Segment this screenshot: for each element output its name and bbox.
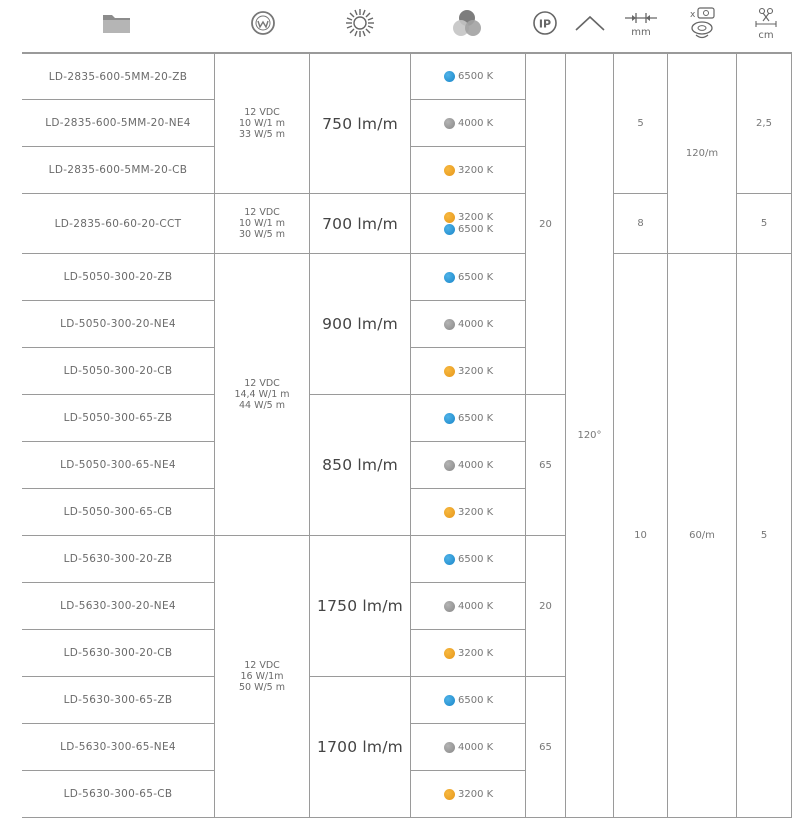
- color-temp-label: 6500 K: [458, 71, 494, 82]
- product-code: LD-5050-300-65-ZB: [22, 395, 215, 442]
- color-temp-label: 6500 K: [458, 412, 494, 424]
- strip-width: 10: [614, 254, 668, 818]
- color-temp-cell: [411, 489, 526, 536]
- reel-prefix: x: [690, 10, 696, 20]
- leds-per-meter: 60/m: [668, 254, 737, 818]
- color-temp-cell: [411, 536, 526, 583]
- color-dot-icon: [444, 366, 455, 377]
- color-temp-label: 3200 K: [458, 788, 494, 800]
- color-temp-label: 4000 K: [458, 459, 494, 471]
- color-dot-icon: [444, 212, 455, 223]
- power-spec: 12 VDC 16 W/1m 50 W/5 m: [215, 536, 310, 818]
- cm-label: cm: [758, 30, 774, 41]
- luminous-flux: 1700 lm/m: [310, 677, 411, 818]
- beam-angle: 120°: [566, 53, 614, 818]
- power-spec: 12 VDC 10 W/1 m 30 W/5 m: [215, 194, 310, 254]
- color-temp-cell: [411, 53, 526, 100]
- color-dot-icon: [444, 224, 455, 235]
- color-temp-label: 4000 K: [458, 318, 494, 330]
- product-code: LD-5050-300-20-ZB: [22, 254, 215, 301]
- product-code: LD-2835-600-5MM-20-ZB: [22, 53, 215, 100]
- ip-rating: 65: [526, 677, 566, 818]
- color-temp-cell: [411, 348, 526, 395]
- ip-label: IP: [538, 17, 552, 31]
- luminous-flux: 1750 lm/m: [310, 536, 411, 677]
- color-dot-icon: [444, 460, 455, 471]
- product-code: LD-5630-300-65-NE4: [22, 724, 215, 771]
- cut-length: 5: [737, 194, 792, 254]
- color-dot-icon: [444, 601, 455, 612]
- color-temp-label: 3200 K: [458, 212, 494, 223]
- color-dot-icon: [444, 413, 455, 424]
- color-temp-label: 4000 K: [458, 117, 494, 129]
- ip-rating: 65: [526, 395, 566, 536]
- color-dot-icon: [444, 165, 455, 176]
- color-temp-cell: [411, 724, 526, 771]
- color-dot-icon: [444, 507, 455, 518]
- color-temp-label: 3200 K: [458, 365, 494, 377]
- color-temp-label: 4000 K: [458, 600, 494, 612]
- color-dot-icon: [444, 742, 455, 753]
- product-code: LD-5050-300-65-CB: [22, 489, 215, 536]
- power-spec: 12 VDC 14,4 W/1 m 44 W/5 m: [215, 254, 310, 536]
- luminous-flux: 750 lm/m: [310, 53, 411, 194]
- color-dot-icon: [444, 695, 455, 706]
- luminous-flux: 700 lm/m: [310, 194, 411, 254]
- strip-width: 5: [614, 53, 668, 194]
- ip-rating: 20: [526, 53, 566, 395]
- product-code: LD-5630-300-20-ZB: [22, 536, 215, 583]
- product-code: LD-2835-60-60-20-CCT: [22, 194, 215, 254]
- cut-length: 5: [737, 254, 792, 818]
- color-temp-label: 3200 K: [458, 647, 494, 659]
- color-temp-label: 6500 K: [458, 224, 494, 235]
- header-divider: [22, 52, 792, 53]
- cut-length: 2,5: [737, 53, 792, 194]
- color-temp-cell: [411, 301, 526, 348]
- color-temp-label: 6500 K: [458, 694, 494, 706]
- product-code: LD-5630-300-20-NE4: [22, 583, 215, 630]
- product-code: LD-5630-300-65-ZB: [22, 677, 215, 724]
- product-code: LD-2835-600-5MM-20-NE4: [22, 100, 215, 147]
- product-code: LD-2835-600-5MM-20-CB: [22, 147, 215, 194]
- leds-per-meter: 120/m: [668, 53, 737, 254]
- color-dot-icon: [444, 648, 455, 659]
- color-temp-cell: [411, 100, 526, 147]
- color-temp-cell: [411, 677, 526, 724]
- product-code: LD-5050-300-20-CB: [22, 348, 215, 395]
- color-temp-cell: [411, 583, 526, 630]
- color-temp-label: 4000 K: [458, 741, 494, 753]
- color-temp-label: 3200 K: [458, 164, 494, 176]
- color-temp-label: 6500 K: [458, 553, 494, 565]
- color-dot-icon: [444, 789, 455, 800]
- color-temp-cell: [411, 395, 526, 442]
- color-dot-icon: [444, 554, 455, 565]
- color-dot-icon: [444, 272, 455, 283]
- luminous-flux: 900 lm/m: [310, 254, 411, 395]
- color-temp-cell: [411, 147, 526, 194]
- color-temp-cell: [411, 630, 526, 677]
- color-temp-cell: [411, 442, 526, 489]
- ip-rating: 20: [526, 536, 566, 677]
- color-temp-label: 3200 K: [458, 506, 494, 518]
- mm-label: mm: [631, 27, 651, 38]
- power-spec: 12 VDC 10 W/1 m 33 W/5 m: [215, 53, 310, 194]
- color-temp-cell: [411, 771, 526, 818]
- product-code: LD-5630-300-20-CB: [22, 630, 215, 677]
- color-dot-icon: [444, 71, 455, 82]
- color-temp-cell: [411, 194, 526, 254]
- color-temp-label: 6500 K: [458, 271, 494, 283]
- strip-width: 8: [614, 194, 668, 254]
- luminous-flux: 850 lm/m: [310, 395, 411, 536]
- color-dot-icon: [444, 118, 455, 129]
- product-code: LD-5630-300-65-CB: [22, 771, 215, 818]
- color-dot-icon: [444, 319, 455, 330]
- product-code: LD-5050-300-65-NE4: [22, 442, 215, 489]
- color-temp-cell: [411, 254, 526, 301]
- product-code: LD-5050-300-20-NE4: [22, 301, 215, 348]
